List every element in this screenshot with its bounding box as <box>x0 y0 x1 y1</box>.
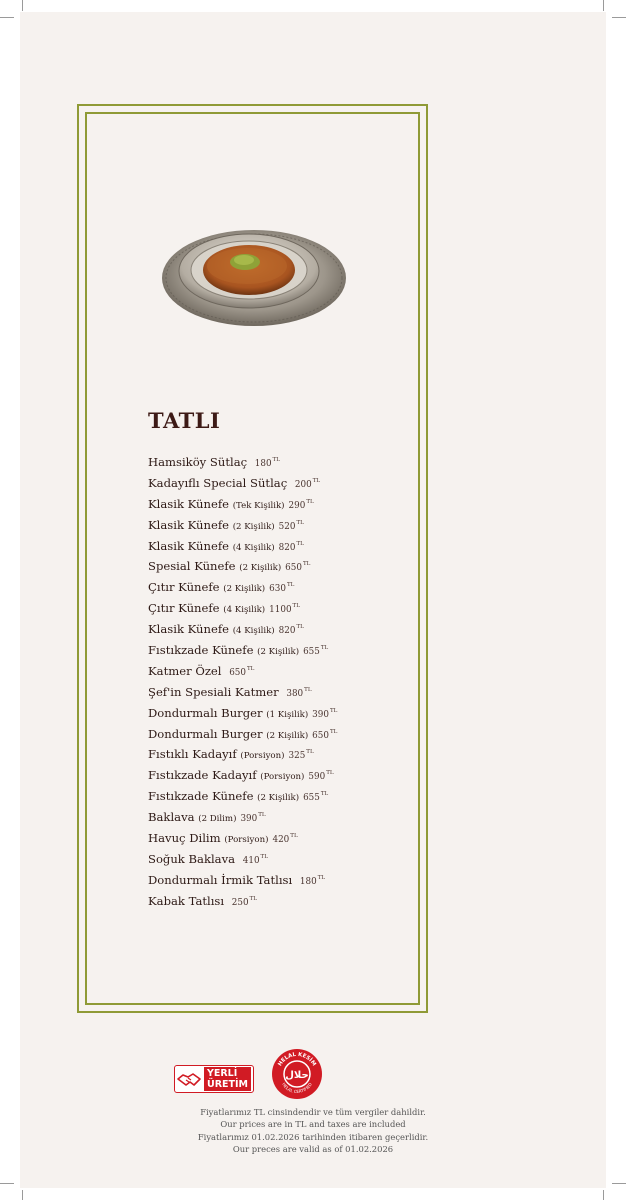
menu-item-currency: TL <box>286 582 295 589</box>
menu-list <box>148 450 408 910</box>
seal-center-text: حلال <box>285 1070 309 1081</box>
menu-item-currency: TL <box>304 686 312 693</box>
menu-item-name: Klasik Künefe <box>148 517 230 532</box>
menu-item-name: Klasik Künefe <box>148 538 230 553</box>
menu-item <box>148 638 408 659</box>
crop-mark-left-top <box>0 17 14 18</box>
menu-item <box>148 742 408 763</box>
menu-item-price: 650 <box>312 730 329 741</box>
menu-item <box>148 680 408 701</box>
kunefe-dish-image <box>161 224 347 328</box>
section-title: TATLI <box>148 408 221 433</box>
menu-item-currency: TL <box>320 791 329 798</box>
menu-item-name: Şef'in Spesiali Katmer <box>148 684 279 699</box>
crop-mark-left-bottom <box>0 1183 14 1184</box>
menu-item <box>148 596 408 617</box>
footer-line-3: Fiyatlarımız 01.02.2026 tarihinden itibaren geçerlidir. <box>197 1132 429 1142</box>
menu-item <box>148 847 408 868</box>
menu-item-price: 325 <box>288 751 306 762</box>
crop-mark-bottom-right <box>603 1190 604 1200</box>
yerli-label: YERLİ <box>207 1068 238 1079</box>
menu-item <box>148 513 408 534</box>
menu-item-price: 520 <box>278 521 296 532</box>
menu-item-name: Fıstıkzade Künefe <box>148 643 254 658</box>
menu-item-currency: TL <box>296 624 304 631</box>
crop-mark-top-left <box>22 0 23 11</box>
menu-item-currency: TL <box>258 812 266 819</box>
footer-line-4: Our preces are valid as of 01.02.2026 <box>232 1144 394 1154</box>
menu-item-price: 630 <box>269 584 286 595</box>
menu-item-currency: TL <box>302 561 311 568</box>
menu-item-price: 420 <box>272 835 290 846</box>
menu-item <box>148 471 408 492</box>
uretim-label: ÜRETİM <box>207 1079 248 1090</box>
menu-item-name: Dondurmalı Burger <box>148 705 263 720</box>
menu-item-portion: (2 Dilim) <box>198 814 237 825</box>
menu-item-price: 380 <box>286 688 304 699</box>
menu-item-portion: (2 Kişilik) <box>232 521 275 532</box>
menu-item-price: 655 <box>303 793 320 804</box>
menu-item-price: 180 <box>254 459 272 469</box>
menu-item-name: Fıstıklı Kadayıf <box>148 747 237 762</box>
menu-item-name: Dondurmalı İrmik Tatlısı <box>148 872 293 887</box>
menu-item <box>148 617 408 638</box>
menu-item <box>148 534 408 555</box>
menu-item <box>148 554 408 575</box>
menu-item-price: 390 <box>240 814 258 825</box>
menu-item-currency: TL <box>320 645 329 652</box>
yerli-uretim-badge <box>174 1065 254 1093</box>
handshake-icon <box>177 1069 201 1089</box>
menu-item-portion: (2 Kişilik) <box>257 793 300 804</box>
menu-item-currency: TL <box>296 519 304 526</box>
menu-item-portion: (4 Kişilik) <box>223 605 266 616</box>
menu-item-name: Katmer Özel <box>148 663 222 678</box>
menu-item-name: Fıstıkzade Kadayıf <box>148 768 257 783</box>
menu-item-price: 650 <box>229 667 246 678</box>
menu-item-portion: (2 Kişilik) <box>266 730 309 741</box>
menu-item-name: Dondurmalı Burger <box>148 726 263 741</box>
menu-item <box>148 722 408 743</box>
menu-item-price: 410 <box>242 855 260 866</box>
menu-item-name: Hamsiköy Sütlaç <box>148 455 248 469</box>
crop-mark-top-right <box>603 0 604 11</box>
menu-item-price: 200 <box>294 479 312 490</box>
menu-item-name: Baklava <box>148 810 195 825</box>
seal-bottom-text: HELAL CERTIFIED <box>281 1081 313 1095</box>
crop-mark-right-bottom <box>612 1183 626 1184</box>
menu-item-name: Fıstıkzade Künefe <box>148 789 254 804</box>
menu-item <box>148 763 408 784</box>
menu-item-name: Soğuk Baklava <box>148 851 236 866</box>
crop-mark-right-top <box>612 17 626 18</box>
menu-item <box>148 659 408 680</box>
menu-item-currency: TL <box>317 874 326 881</box>
menu-item-portion: (Porsiyon) <box>240 751 285 762</box>
menu-item-price: 820 <box>278 542 296 553</box>
menu-item-currency: TL <box>312 477 321 484</box>
menu-item <box>148 701 408 722</box>
menu-item-price: 290 <box>288 500 306 511</box>
crop-mark-bottom-left <box>22 1190 23 1200</box>
menu-item-portion: (Porsiyon) <box>260 772 305 783</box>
menu-item <box>148 805 408 826</box>
menu-item-name: Klasik Künefe <box>148 622 230 637</box>
menu-item-price: 250 <box>231 897 249 908</box>
menu-item-portion: (Porsiyon) <box>224 835 269 846</box>
menu-item-portion: (Tek Kişilik) <box>232 500 285 511</box>
footer-line-2: Our prices are in TL and taxes are included <box>220 1119 406 1129</box>
menu-item-name: Kadayıflı Special Sütlaç <box>148 475 288 490</box>
menu-item-currency: TL <box>290 833 298 840</box>
helal-seal-icon <box>271 1048 323 1100</box>
footer-line-1: Fiyatlarımız TL cinsindendir ve tüm vergiler dahildir. <box>200 1107 426 1117</box>
menu-item-name: Klasik Künefe <box>148 496 230 511</box>
menu-item-currency: TL <box>260 853 268 860</box>
menu-item-currency: TL <box>296 540 304 547</box>
menu-item-name: Çıtır Künefe <box>148 580 220 595</box>
menu-item-currency: TL <box>292 603 300 610</box>
menu-item-currency: TL <box>272 457 280 463</box>
menu-item <box>148 575 408 596</box>
menu-item <box>148 784 408 805</box>
seal-top-text: HELAL KESİM <box>277 1051 317 1068</box>
menu-item-portion: (2 Kişilik) <box>257 647 300 658</box>
menu-item-name: Kabak Tatlısı <box>148 893 225 908</box>
menu-item-price: 650 <box>285 563 302 574</box>
menu-item-name: Havuç Dilim <box>148 831 221 846</box>
menu-item-currency: TL <box>326 770 334 777</box>
menu-item-name: Spesial Künefe <box>148 559 236 574</box>
menu-item-price: 820 <box>278 626 296 637</box>
menu-item <box>148 826 408 847</box>
menu-item <box>148 450 408 471</box>
menu-item-name: Çıtır Künefe <box>148 601 220 616</box>
menu-item-portion: (2 Kişilik) <box>239 563 282 574</box>
menu-item-currency: TL <box>329 707 338 714</box>
menu-item-portion: (1 Kişilik) <box>266 709 309 720</box>
menu-item-price: 180 <box>299 876 317 887</box>
menu-item-currency: TL <box>329 728 338 735</box>
menu-item-price: 390 <box>312 709 329 720</box>
menu-item-currency: TL <box>249 895 257 902</box>
menu-item-currency: TL <box>306 498 314 505</box>
menu-item-price: 1100 <box>269 605 292 616</box>
menu-item-portion: (4 Kişilik) <box>232 542 275 553</box>
menu-item <box>148 492 408 513</box>
menu-item-price: 590 <box>308 772 326 783</box>
menu-item <box>148 889 408 910</box>
menu-item-price: 655 <box>303 647 320 658</box>
menu-item-portion: (2 Kişilik) <box>223 584 266 595</box>
menu-item <box>148 868 408 889</box>
menu-item-portion: (4 Kişilik) <box>232 626 275 637</box>
menu-item-currency: TL <box>246 665 255 672</box>
menu-item-currency: TL <box>306 749 314 756</box>
